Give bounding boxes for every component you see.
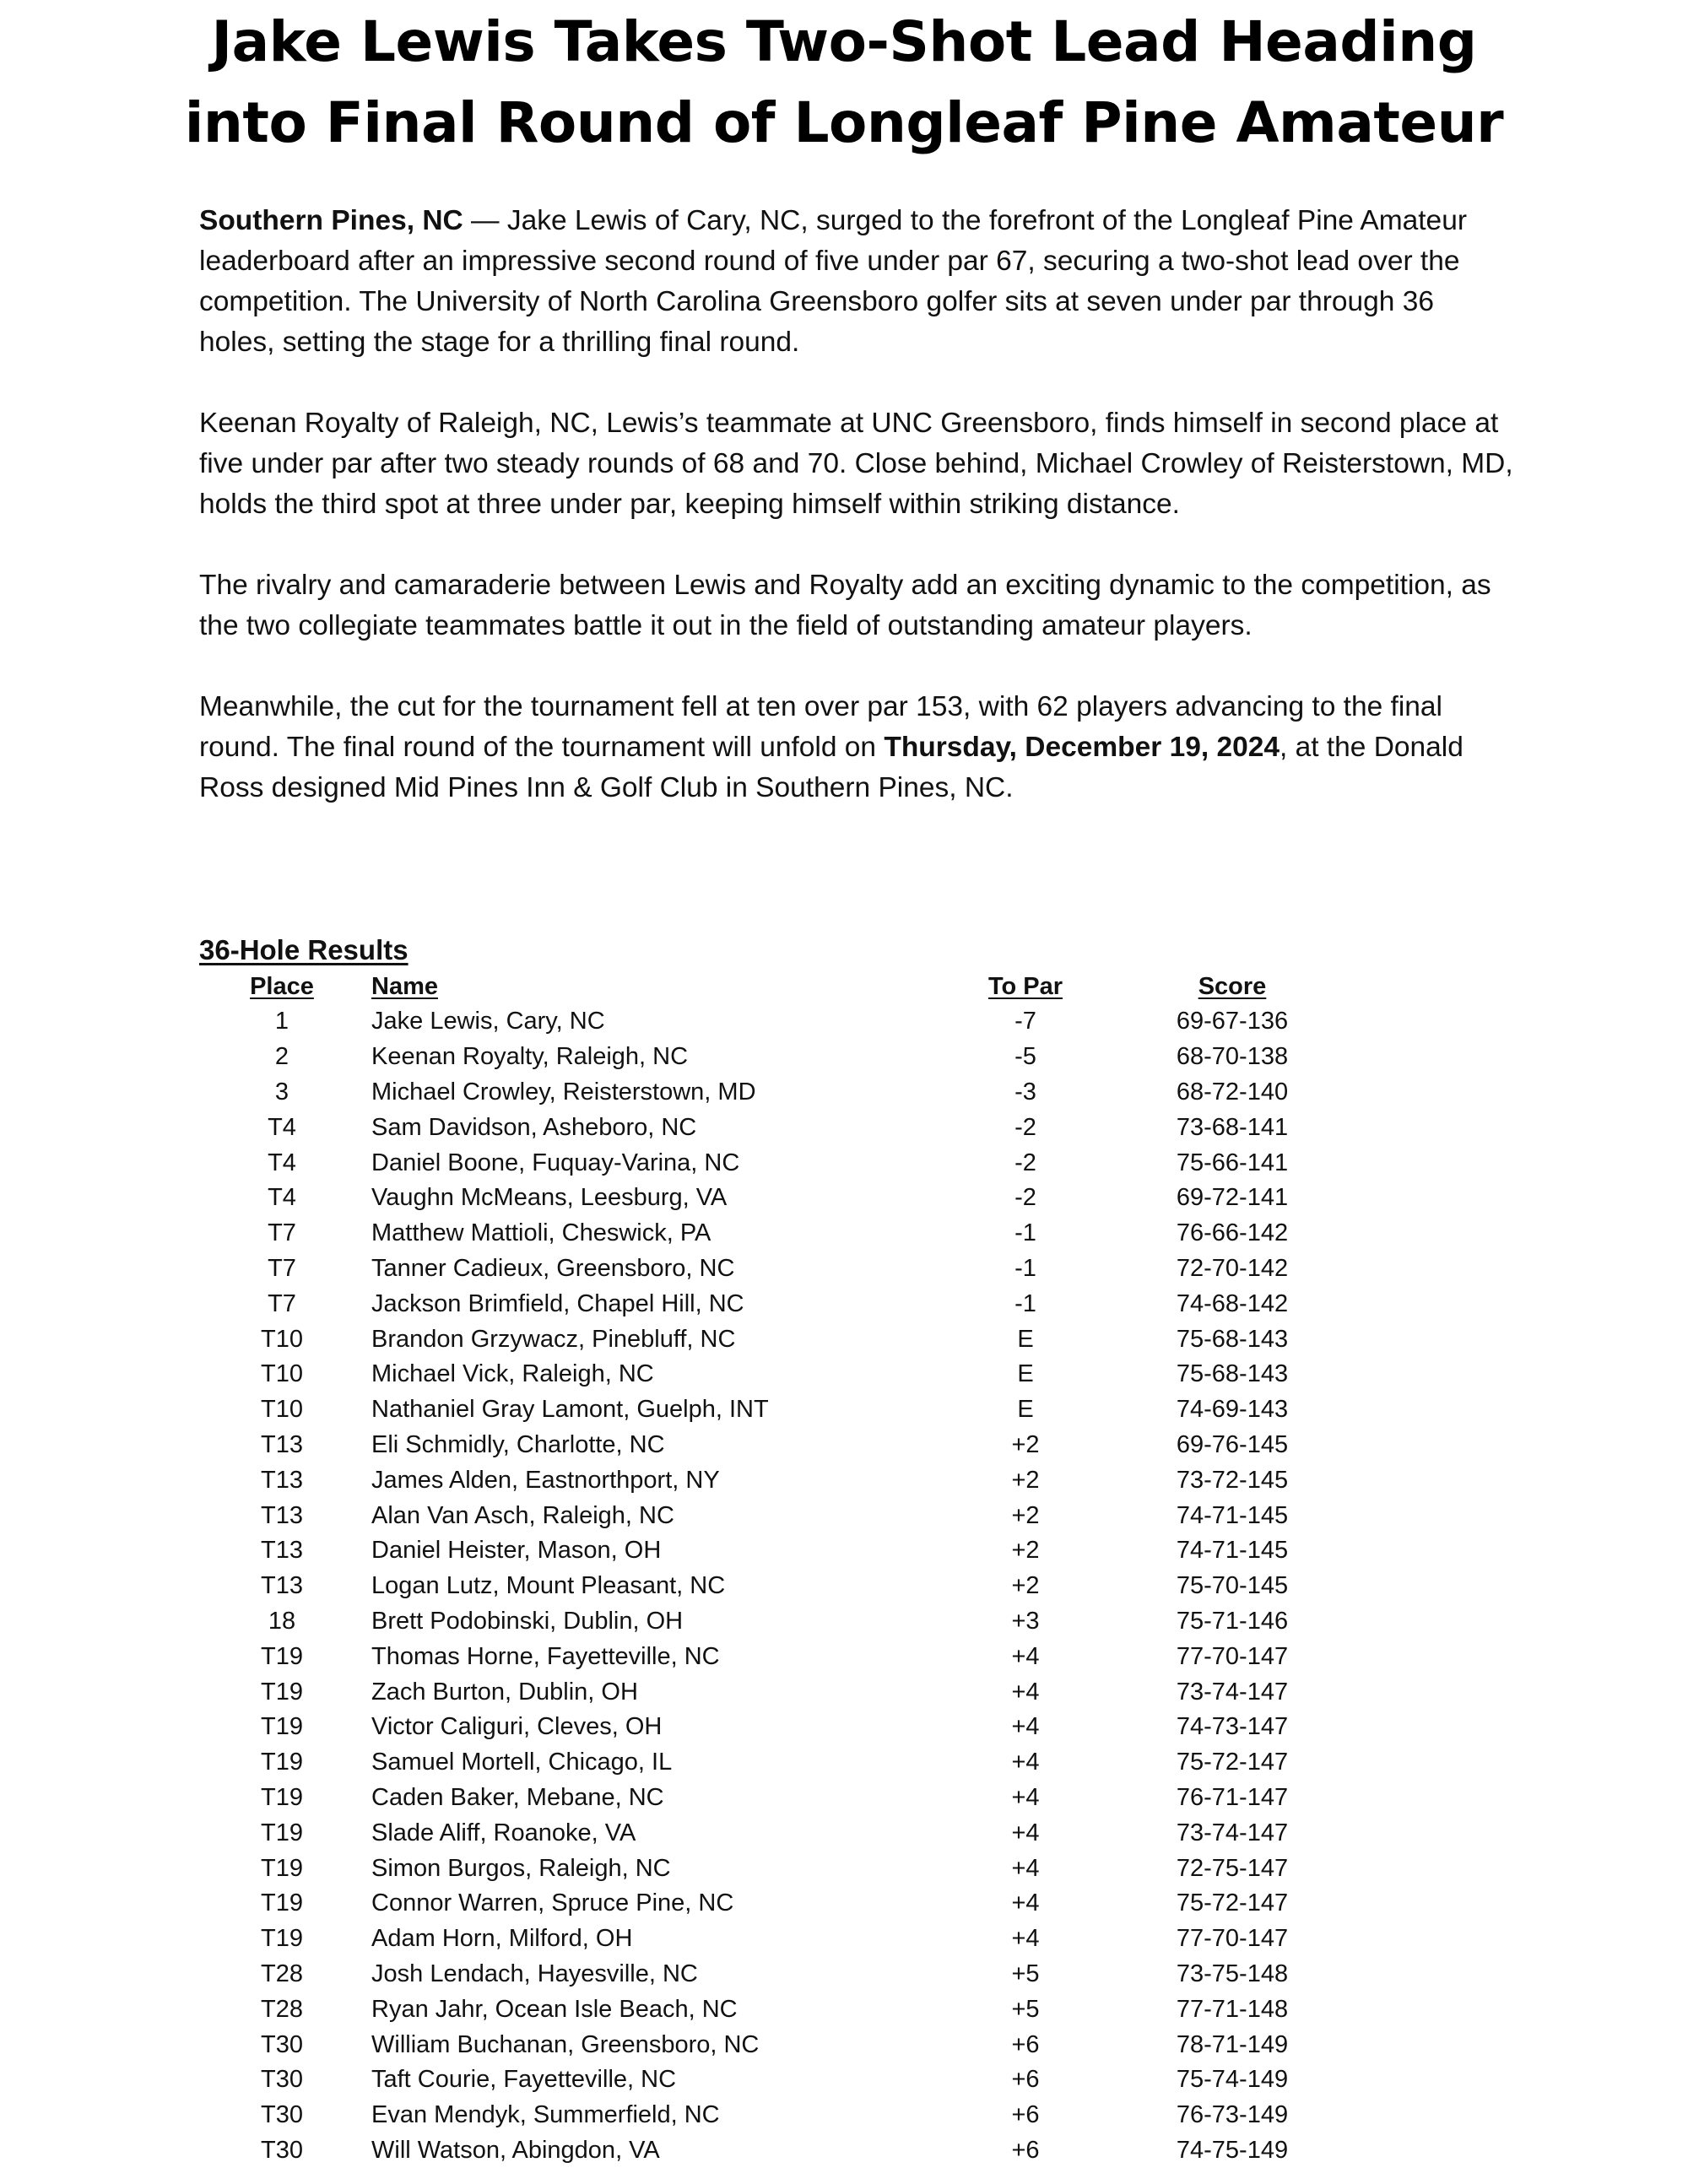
cell-score: 74-71-145	[1176, 1537, 1289, 1565]
cell-name: Eli Schmidly, Charlotte, NC	[371, 1430, 665, 1458]
header-name: Name	[371, 972, 438, 1000]
cell-name: James Alden, Eastnorthport, NY	[371, 1466, 720, 1494]
cell-place: T19	[261, 1783, 303, 1811]
table-row	[199, 1922, 1376, 1957]
table-row	[199, 1392, 1376, 1428]
cell-place: T19	[261, 1642, 303, 1670]
results-table	[199, 969, 1376, 2168]
table-row	[199, 2098, 1376, 2133]
cell-place: T13	[261, 1501, 303, 1529]
cell-name: Brett Podobinski, Dublin, OH	[371, 1607, 684, 1635]
cell-name: Josh Lendach, Hayesville, NC	[371, 1960, 698, 1987]
cell-place: T19	[261, 1749, 303, 1776]
table-row	[199, 1075, 1376, 1111]
table-row	[199, 1957, 1376, 1992]
cell-to-par: +4	[1011, 1925, 1040, 1953]
cell-place: T19	[261, 1819, 303, 1846]
table-row	[199, 1145, 1376, 1181]
cell-score: 75-72-147	[1176, 1749, 1289, 1776]
lead-text: Jake Lewis of Cary, NC, surged to the forefront of the Longleaf Pine Amateur leaderboard after an impressive second round of five under par 67, securing a two-shot lead over the competition. The University of North Carolina Greensboro golfer sits at seven under par through 36 holes, setting the stage for a thrilling final round.	[199, 205, 1467, 358]
cell-to-par: -2	[1014, 1113, 1036, 1141]
cell-to-par: +4	[1011, 1783, 1040, 1811]
cell-name: Caden Baker, Mebane, NC	[371, 1783, 664, 1811]
cell-place: T13	[261, 1430, 303, 1458]
results-header-row	[199, 969, 1376, 1004]
cell-place: T7	[268, 1289, 296, 1317]
cell-name: Jake Lewis, Cary, NC	[371, 1008, 605, 1035]
cell-name: Victor Caliguri, Cleves, OH	[371, 1713, 663, 1741]
cell-name: Nathaniel Gray Lamont, Guelph, INT	[371, 1396, 769, 1424]
cell-score: 76-73-149	[1176, 2101, 1289, 2129]
cell-place: T4	[268, 1113, 296, 1141]
cell-place: T30	[261, 2066, 303, 2094]
cell-score: 77-70-147	[1176, 1642, 1289, 1670]
cell-to-par: +5	[1011, 1960, 1040, 1987]
cell-name: Daniel Boone, Fuquay-Varina, NC	[371, 1149, 740, 1176]
cell-name: Adam Horn, Milford, OH	[371, 1925, 633, 1953]
cell-to-par: +6	[1011, 2136, 1040, 2164]
cell-to-par: -3	[1014, 1078, 1036, 1106]
table-row	[199, 1498, 1376, 1533]
cell-to-par: +2	[1011, 1466, 1040, 1494]
cell-to-par: +6	[1011, 2066, 1040, 2094]
cell-place: T19	[261, 1925, 303, 1953]
cell-name: Taft Courie, Fayetteville, NC	[371, 2066, 677, 2094]
paragraph-rivalry: The rivalry and camaraderie between Lewis and Royalty add an exciting dynamic to the competition, as the two collegiate teammates battle it out in the field of outstanding amateur players.	[199, 570, 1491, 641]
cell-name: Simon Burgos, Raleigh, NC	[371, 1854, 671, 1882]
cell-score: 75-68-143	[1176, 1325, 1289, 1353]
cell-name: Samuel Mortell, Chicago, IL	[371, 1749, 673, 1776]
cell-score: 75-66-141	[1176, 1149, 1289, 1176]
cell-name: Vaughn McMeans, Leesburg, VA	[371, 1184, 728, 1212]
table-row	[199, 2133, 1376, 2169]
cell-to-par: +2	[1011, 1430, 1040, 1458]
cell-score: 75-74-149	[1176, 2066, 1289, 2094]
cell-place: 1	[274, 1008, 289, 1035]
cell-place: T7	[268, 1219, 296, 1247]
paragraph-second-place: Keenan Royalty of Raleigh, NC, Lewis’s teammate at UNC Greensboro, finds himself in second place at five under par after two steady rounds of 68 and 70. Close behind, Michael Crowley of Reisterstown, MD, holds the third spot at three under par, keeping himself within striking distance.	[199, 408, 1513, 520]
table-row	[199, 1639, 1376, 1674]
cell-to-par: +2	[1011, 1537, 1040, 1565]
table-row	[199, 1851, 1376, 1886]
cell-score: 76-71-147	[1176, 1783, 1289, 1811]
cell-score: 69-72-141	[1176, 1184, 1289, 1212]
title-line-2: into Final Round of Longleaf Pine Amateur	[184, 90, 1504, 155]
cell-score: 73-75-148	[1176, 1960, 1289, 1987]
cell-place: T19	[261, 1713, 303, 1741]
table-row	[199, 1181, 1376, 1216]
cell-place: T10	[261, 1396, 303, 1424]
cell-score: 76-66-142	[1176, 1219, 1289, 1247]
table-row	[199, 1533, 1376, 1569]
cell-name: Ryan Jahr, Ocean Isle Beach, NC	[371, 1995, 738, 2023]
cell-name: Logan Lutz, Mount Pleasant, NC	[371, 1572, 726, 1600]
table-row	[199, 1357, 1376, 1392]
cell-name: Will Watson, Abingdon, VA	[371, 2136, 660, 2164]
table-row	[199, 1462, 1376, 1498]
results-body	[199, 1004, 1376, 2168]
cell-name: Thomas Horne, Fayetteville, NC	[371, 1642, 720, 1670]
cell-place: T13	[261, 1537, 303, 1565]
cell-to-par: +4	[1011, 1642, 1040, 1670]
cell-score: 75-72-147	[1176, 1889, 1289, 1917]
cell-score: 73-74-147	[1176, 1678, 1289, 1706]
cell-to-par: E	[1017, 1325, 1034, 1353]
cell-to-par: E	[1017, 1396, 1034, 1424]
cell-score: 73-72-145	[1176, 1466, 1289, 1494]
header-score: Score	[1198, 972, 1267, 1000]
cell-name: Daniel Heister, Mason, OH	[371, 1537, 662, 1565]
cell-place: T28	[261, 1960, 303, 1987]
cell-place: 3	[274, 1078, 289, 1106]
header-to-par: To Par	[987, 972, 1063, 1000]
header-place: Place	[250, 972, 314, 1000]
cell-to-par: +3	[1011, 1607, 1040, 1635]
table-row	[199, 1040, 1376, 1075]
table-row	[199, 1710, 1376, 1745]
table-row	[199, 1286, 1376, 1322]
cell-name: Matthew Mattioli, Cheswick, PA	[371, 1219, 711, 1247]
cell-name: Jackson Brimfield, Chapel Hill, NC	[371, 1289, 744, 1317]
cell-place: T13	[261, 1572, 303, 1600]
title-line-1: Jake Lewis Takes Two-Shot Lead Heading	[211, 9, 1477, 74]
cell-score: 73-68-141	[1176, 1113, 1289, 1141]
cell-place: T30	[261, 2101, 303, 2129]
cell-place: T30	[261, 2136, 303, 2164]
cell-score: 75-70-145	[1176, 1572, 1289, 1600]
page-title	[0, 2, 1688, 164]
cell-to-par: +4	[1011, 1749, 1040, 1776]
cell-to-par: +2	[1011, 1501, 1040, 1529]
cell-to-par: +6	[1011, 2030, 1040, 2058]
cell-score: 74-75-149	[1176, 2136, 1289, 2164]
table-row	[199, 1004, 1376, 1040]
cell-score: 75-68-143	[1176, 1360, 1289, 1388]
cell-to-par: -2	[1014, 1149, 1036, 1176]
table-row	[199, 1674, 1376, 1710]
cell-to-par: +5	[1011, 1995, 1040, 2023]
cell-name: Tanner Cadieux, Greensboro, NC	[371, 1254, 735, 1282]
cell-name: Michael Vick, Raleigh, NC	[371, 1360, 654, 1388]
paragraph-lead	[199, 201, 1516, 363]
table-row	[199, 1428, 1376, 1463]
cell-place: T7	[268, 1254, 296, 1282]
table-row	[199, 1815, 1376, 1851]
cell-name: Zach Burton, Dublin, OH	[371, 1678, 638, 1706]
cell-to-par: -1	[1014, 1254, 1036, 1282]
cell-to-par: -1	[1014, 1219, 1036, 1247]
cell-score: 74-69-143	[1176, 1396, 1289, 1424]
cell-score: 74-73-147	[1176, 1713, 1289, 1741]
cell-name: Alan Van Asch, Raleigh, NC	[371, 1501, 674, 1529]
cell-name: Brandon Grzywacz, Pinebluff, NC	[371, 1325, 736, 1353]
venue-text: , at the Donald Ross designed Mid Pines Inn & Golf Club in Southern Pines, NC.	[199, 732, 1463, 803]
cell-place: T10	[261, 1325, 303, 1353]
table-row	[199, 1322, 1376, 1357]
cell-score: 69-76-145	[1176, 1430, 1289, 1458]
results-heading: 36-Hole Results	[199, 934, 408, 965]
table-row	[199, 2062, 1376, 2098]
table-row	[199, 1992, 1376, 2027]
cell-to-par: +4	[1011, 1678, 1040, 1706]
cell-name: Evan Mendyk, Summerfield, NC	[371, 2101, 720, 2129]
table-row	[199, 1569, 1376, 1604]
cut-text: Meanwhile, the cut for the tournament fell at ten over par 153, with 62 players advancing to the final round. The final round of the tournament will unfold on	[199, 691, 1443, 763]
cell-to-par: E	[1017, 1360, 1034, 1388]
cell-name: Michael Crowley, Reisterstown, MD	[371, 1078, 756, 1106]
cell-place: T19	[261, 1678, 303, 1706]
cell-score: 78-71-149	[1176, 2030, 1289, 2058]
cell-name: Slade Aliff, Roanoke, VA	[371, 1819, 636, 1846]
cell-name: Sam Davidson, Asheboro, NC	[371, 1113, 697, 1141]
cell-score: 72-75-147	[1176, 1854, 1289, 1882]
cell-to-par: +4	[1011, 1713, 1040, 1741]
cell-name: Connor Warren, Spruce Pine, NC	[371, 1889, 734, 1917]
final-round-date: Thursday, December 19, 2024	[884, 732, 1280, 763]
table-row	[199, 1216, 1376, 1251]
cell-to-par: +6	[1011, 2101, 1040, 2129]
cell-place: 18	[268, 1607, 296, 1635]
cell-to-par: -7	[1014, 1008, 1036, 1035]
table-row	[199, 1604, 1376, 1640]
cell-score: 75-71-146	[1176, 1607, 1289, 1635]
cell-place: T19	[261, 1854, 303, 1882]
cell-to-par: +4	[1011, 1819, 1040, 1846]
table-row	[199, 1745, 1376, 1781]
table-row	[199, 1781, 1376, 1816]
cell-place: T28	[261, 1995, 303, 2023]
cell-place: T19	[261, 1889, 303, 1917]
cell-place: T30	[261, 2030, 303, 2058]
cell-place: T4	[268, 1184, 296, 1212]
cell-score: 68-70-138	[1176, 1043, 1289, 1071]
cell-to-par: +4	[1011, 1854, 1040, 1882]
cell-name: Keenan Royalty, Raleigh, NC	[371, 1043, 689, 1071]
cell-place: T10	[261, 1360, 303, 1388]
cell-score: 69-67-136	[1176, 1008, 1289, 1035]
cell-score: 77-71-148	[1176, 1995, 1289, 2023]
cell-score: 74-71-145	[1176, 1501, 1289, 1529]
cell-score: 68-72-140	[1176, 1078, 1289, 1106]
paragraph-cut-and-final-round	[199, 687, 1516, 808]
table-row	[199, 1886, 1376, 1922]
cell-score: 72-70-142	[1176, 1254, 1289, 1282]
cell-score: 73-74-147	[1176, 1819, 1289, 1846]
dateline: Southern Pines, NC	[199, 205, 463, 236]
cell-place: 2	[274, 1043, 289, 1071]
article-body	[199, 201, 1516, 849]
cell-to-par: -2	[1014, 1184, 1036, 1212]
cell-to-par: +2	[1011, 1572, 1040, 1600]
cell-to-par: -5	[1014, 1043, 1036, 1071]
cell-score: 77-70-147	[1176, 1925, 1289, 1953]
dateline-dash: —	[463, 205, 507, 236]
table-row	[199, 1251, 1376, 1287]
cell-to-par: -1	[1014, 1289, 1036, 1317]
table-row	[199, 2027, 1376, 2062]
cell-score: 74-68-142	[1176, 1289, 1289, 1317]
cell-name: William Buchanan, Greensboro, NC	[371, 2030, 760, 2058]
table-row	[199, 1110, 1376, 1145]
cell-to-par: +4	[1011, 1889, 1040, 1917]
cell-place: T13	[261, 1466, 303, 1494]
cell-place: T4	[268, 1149, 296, 1176]
